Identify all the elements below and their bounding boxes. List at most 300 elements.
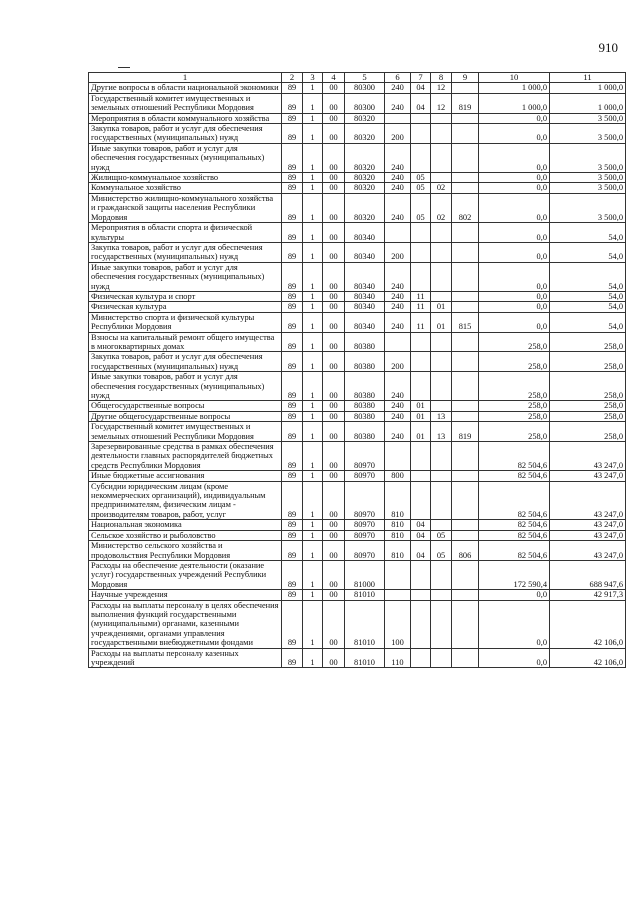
cell-prog: 00	[323, 560, 345, 589]
cell-rz	[411, 372, 431, 401]
cell-pr	[431, 560, 452, 589]
cell-year1: 0,0	[479, 312, 550, 332]
cell-target: 80970	[345, 471, 385, 481]
cell-vr: 240	[385, 183, 411, 193]
cell-target: 80340	[345, 302, 385, 312]
cell-sub: 1	[303, 481, 323, 520]
cell-name: Общегосударственные вопросы	[89, 401, 282, 411]
cell-prog: 00	[323, 173, 345, 183]
cell-rz	[411, 481, 431, 520]
cell-prog: 00	[323, 442, 345, 471]
cell-name: Зарезервированные средства в рамках обеспечения деятельности главных распорядителей бюджетных средств Республики Мордовия	[89, 442, 282, 471]
cell-vr: 240	[385, 422, 411, 442]
cell-pr: 12	[431, 83, 452, 93]
cell-pr	[431, 242, 452, 262]
cell-sub: 1	[303, 442, 323, 471]
cell-year1: 258,0	[479, 411, 550, 421]
cell-name: Расходы на выплаты персоналу казенных учреждений	[89, 648, 282, 668]
cell-year2: 54,0	[550, 242, 626, 262]
cell-year2: 258,0	[550, 401, 626, 411]
cell-rz: 11	[411, 302, 431, 312]
cell-pr: 13	[431, 422, 452, 442]
cell-grbs	[452, 332, 479, 352]
cell-cat: 89	[282, 530, 303, 540]
cell-cat: 89	[282, 124, 303, 144]
table-row	[89, 173, 626, 183]
cell-vr: 240	[385, 291, 411, 301]
table-row	[89, 143, 626, 172]
cell-name: Жилищно-коммунальное хозяйство	[89, 173, 282, 183]
cell-rz	[411, 143, 431, 172]
cell-prog: 00	[323, 302, 345, 312]
cell-target: 80340	[345, 242, 385, 262]
column-header-4: 4	[323, 73, 345, 83]
cell-target: 80380	[345, 422, 385, 442]
cell-sub: 1	[303, 83, 323, 93]
cell-target: 80380	[345, 411, 385, 421]
cell-year1: 258,0	[479, 401, 550, 411]
cell-year2: 258,0	[550, 352, 626, 372]
cell-sub: 1	[303, 262, 323, 291]
cell-target: 81000	[345, 560, 385, 589]
table-row	[89, 600, 626, 648]
cell-name: Взносы на капитальный ремонт общего имущества в многоквартирных домах	[89, 332, 282, 352]
table-row	[89, 481, 626, 520]
cell-prog: 00	[323, 291, 345, 301]
cell-cat: 89	[282, 262, 303, 291]
cell-sub: 1	[303, 113, 323, 123]
cell-rz	[411, 471, 431, 481]
cell-pr	[431, 113, 452, 123]
cell-grbs	[452, 530, 479, 540]
cell-target: 80380	[345, 401, 385, 411]
cell-prog: 00	[323, 541, 345, 561]
cell-rz: 05	[411, 183, 431, 193]
cell-pr	[431, 291, 452, 301]
cell-rz: 04	[411, 541, 431, 561]
cell-rz	[411, 442, 431, 471]
cell-prog: 00	[323, 93, 345, 113]
cell-year1: 82 504,6	[479, 541, 550, 561]
table-row	[89, 93, 626, 113]
column-header-1: 1	[89, 73, 282, 83]
cell-sub: 1	[303, 223, 323, 243]
cell-target: 80300	[345, 93, 385, 113]
page-number: 910	[598, 40, 618, 55]
table-row	[89, 262, 626, 291]
cell-cat: 89	[282, 242, 303, 262]
cell-year1: 258,0	[479, 422, 550, 442]
budget-table	[88, 72, 626, 668]
cell-target: 80320	[345, 193, 385, 222]
cell-prog: 00	[323, 332, 345, 352]
cell-pr	[431, 520, 452, 530]
cell-name: Расходы на обеспечение деятельности (оказание услуг) государственных учреждений Республики Мордовия	[89, 560, 282, 589]
cell-year1: 1 000,0	[479, 93, 550, 113]
cell-sub: 1	[303, 541, 323, 561]
cell-cat: 89	[282, 541, 303, 561]
cell-sub: 1	[303, 143, 323, 172]
cell-target: 80320	[345, 124, 385, 144]
cell-rz: 04	[411, 93, 431, 113]
cell-year1: 82 504,6	[479, 471, 550, 481]
cell-target: 80380	[345, 352, 385, 372]
cell-name: Министерство сельского хозяйства и продовольствия Республики Мордовия	[89, 541, 282, 561]
cell-sub: 1	[303, 471, 323, 481]
cell-year2: 43 247,0	[550, 541, 626, 561]
cell-name: Иные закупки товаров, работ и услуг для обеспечения государственных (муниципальных) нужд	[89, 372, 282, 401]
cell-vr: 240	[385, 173, 411, 183]
cell-year1: 0,0	[479, 242, 550, 262]
cell-cat: 89	[282, 600, 303, 648]
cell-prog: 00	[323, 520, 345, 530]
cell-year2: 42 106,0	[550, 648, 626, 668]
cell-grbs	[452, 520, 479, 530]
cell-name: Физическая культура и спорт	[89, 291, 282, 301]
cell-pr	[431, 352, 452, 372]
cell-cat: 89	[282, 173, 303, 183]
cell-vr: 240	[385, 411, 411, 421]
cell-grbs	[452, 113, 479, 123]
cell-target: 80320	[345, 183, 385, 193]
cell-name: Другие общегосударственные вопросы	[89, 411, 282, 421]
cell-name: Министерство спорта и физической культуры Республики Мордовия	[89, 312, 282, 332]
cell-grbs	[452, 471, 479, 481]
cell-year1: 172 590,4	[479, 560, 550, 589]
table-row	[89, 541, 626, 561]
cell-year2: 42 106,0	[550, 600, 626, 648]
cell-sub: 1	[303, 600, 323, 648]
cell-name: Закупка товаров, работ и услуг для обеспечения государственных (муниципальных) нужд	[89, 124, 282, 144]
table-body	[89, 73, 626, 668]
cell-name: Иные закупки товаров, работ и услуг для обеспечения государственных (муниципальных) нужд	[89, 143, 282, 172]
cell-rz	[411, 648, 431, 668]
cell-cat: 89	[282, 291, 303, 301]
cell-grbs	[452, 83, 479, 93]
cell-cat: 89	[282, 143, 303, 172]
cell-pr	[431, 124, 452, 144]
cell-grbs	[452, 590, 479, 600]
cell-name: Расходы на выплаты персоналу в целях обеспечения выполнения функций государственными (муниципальными) органами, казенными учреждениями, органами управления государственными внебюджетными фондами	[89, 600, 282, 648]
cell-rz	[411, 600, 431, 648]
cell-vr: 240	[385, 83, 411, 93]
cell-year2: 54,0	[550, 291, 626, 301]
cell-sub: 1	[303, 560, 323, 589]
cell-name: Национальная экономика	[89, 520, 282, 530]
cell-cat: 89	[282, 422, 303, 442]
table-row	[89, 242, 626, 262]
cell-rz	[411, 262, 431, 291]
cell-name: Субсидии юридическим лицам (кроме некоммерческих организаций), индивидуальным предпринимателям, физическим лицам - производителям товаров, работ, услуг	[89, 481, 282, 520]
cell-target: 80340	[345, 262, 385, 291]
cell-vr	[385, 590, 411, 600]
cell-pr: 13	[431, 411, 452, 421]
cell-cat: 89	[282, 193, 303, 222]
cell-rz: 11	[411, 291, 431, 301]
cell-pr	[431, 600, 452, 648]
cell-target: 80320	[345, 143, 385, 172]
cell-year1: 258,0	[479, 352, 550, 372]
cell-target: 80970	[345, 541, 385, 561]
column-header-11: 11	[550, 73, 626, 83]
cell-year1: 82 504,6	[479, 442, 550, 471]
cell-rz	[411, 113, 431, 123]
cell-sub: 1	[303, 124, 323, 144]
cell-year1: 0,0	[479, 124, 550, 144]
column-header-5: 5	[345, 73, 385, 83]
cell-year1: 0,0	[479, 590, 550, 600]
cell-year2: 1 000,0	[550, 83, 626, 93]
cell-prog: 00	[323, 113, 345, 123]
cell-pr	[431, 262, 452, 291]
cell-cat: 89	[282, 83, 303, 93]
cell-pr	[431, 481, 452, 520]
cell-pr: 02	[431, 183, 452, 193]
cell-prog: 00	[323, 600, 345, 648]
cell-grbs: 815	[452, 312, 479, 332]
table-row	[89, 113, 626, 123]
cell-sub: 1	[303, 193, 323, 222]
cell-year2: 54,0	[550, 312, 626, 332]
cell-prog: 00	[323, 312, 345, 332]
cell-pr	[431, 173, 452, 183]
cell-grbs	[452, 223, 479, 243]
table-row	[89, 648, 626, 668]
cell-year1: 0,0	[479, 113, 550, 123]
cell-grbs	[452, 143, 479, 172]
cell-cat: 89	[282, 113, 303, 123]
table-row	[89, 83, 626, 93]
cell-vr: 810	[385, 520, 411, 530]
cell-year2: 1 000,0	[550, 93, 626, 113]
table-row	[89, 530, 626, 540]
cell-vr: 810	[385, 481, 411, 520]
cell-rz: 01	[411, 411, 431, 421]
table-row	[89, 183, 626, 193]
cell-cat: 89	[282, 442, 303, 471]
cell-pr: 12	[431, 93, 452, 113]
cell-sub: 1	[303, 332, 323, 352]
cell-pr	[431, 332, 452, 352]
cell-year1: 0,0	[479, 183, 550, 193]
cell-rz	[411, 590, 431, 600]
cell-grbs: 819	[452, 422, 479, 442]
cell-year1: 82 504,6	[479, 520, 550, 530]
cell-vr: 240	[385, 143, 411, 172]
cell-year1: 0,0	[479, 193, 550, 222]
cell-year2: 43 247,0	[550, 530, 626, 540]
cell-target: 81010	[345, 590, 385, 600]
cell-sub: 1	[303, 312, 323, 332]
cell-rz	[411, 242, 431, 262]
cell-name: Физическая культура	[89, 302, 282, 312]
cell-target: 80970	[345, 442, 385, 471]
cell-grbs	[452, 560, 479, 589]
cell-cat: 89	[282, 352, 303, 372]
table-row	[89, 442, 626, 471]
cell-year2: 43 247,0	[550, 481, 626, 520]
cell-vr: 100	[385, 600, 411, 648]
cell-target: 81010	[345, 648, 385, 668]
cell-sub: 1	[303, 291, 323, 301]
cell-vr	[385, 442, 411, 471]
cell-pr	[431, 143, 452, 172]
cell-pr: 05	[431, 530, 452, 540]
cell-rz: 04	[411, 520, 431, 530]
cell-year2: 3 500,0	[550, 143, 626, 172]
cell-vr	[385, 223, 411, 243]
cell-sub: 1	[303, 401, 323, 411]
table-row	[89, 560, 626, 589]
cell-target: 80320	[345, 173, 385, 183]
cell-rz	[411, 223, 431, 243]
cell-cat: 89	[282, 312, 303, 332]
cell-pr: 01	[431, 302, 452, 312]
cell-grbs	[452, 302, 479, 312]
cell-target: 80970	[345, 481, 385, 520]
header-row	[89, 73, 626, 83]
cell-sub: 1	[303, 648, 323, 668]
cell-name: Мероприятия в области коммунального хозяйства	[89, 113, 282, 123]
cell-pr	[431, 442, 452, 471]
cell-year1: 0,0	[479, 302, 550, 312]
cell-vr: 810	[385, 541, 411, 561]
cell-year2: 258,0	[550, 332, 626, 352]
cell-year1: 82 504,6	[479, 481, 550, 520]
cell-vr: 240	[385, 193, 411, 222]
cell-year2: 3 500,0	[550, 173, 626, 183]
column-header-3: 3	[303, 73, 323, 83]
cell-prog: 00	[323, 648, 345, 668]
cell-vr: 240	[385, 401, 411, 411]
cell-name: Научные учреждения	[89, 590, 282, 600]
cell-name: Иные закупки товаров, работ и услуг для обеспечения государственных (муниципальных) нужд	[89, 262, 282, 291]
cell-cat: 89	[282, 590, 303, 600]
cell-name: Мероприятия в области спорта и физической культуры	[89, 223, 282, 243]
cell-rz	[411, 560, 431, 589]
table-row	[89, 401, 626, 411]
cell-year2: 688 947,6	[550, 560, 626, 589]
cell-prog: 00	[323, 481, 345, 520]
cell-prog: 00	[323, 352, 345, 372]
cell-pr	[431, 372, 452, 401]
cell-pr	[431, 401, 452, 411]
cell-sub: 1	[303, 411, 323, 421]
cell-year1: 0,0	[479, 223, 550, 243]
cell-prog: 00	[323, 83, 345, 93]
cell-prog: 00	[323, 372, 345, 401]
cell-year2: 54,0	[550, 223, 626, 243]
cell-year1: 0,0	[479, 291, 550, 301]
cell-target: 80320	[345, 113, 385, 123]
cell-name: Государственный комитет имущественных и земельных отношений Республики Мордовия	[89, 422, 282, 442]
cell-pr: 01	[431, 312, 452, 332]
cell-prog: 00	[323, 143, 345, 172]
table-row	[89, 352, 626, 372]
cell-year1: 1 000,0	[479, 83, 550, 93]
cell-grbs	[452, 352, 479, 372]
cell-name: Закупка товаров, работ и услуг для обеспечения государственных (муниципальных) нужд	[89, 352, 282, 372]
column-header-6: 6	[385, 73, 411, 83]
cell-target: 80300	[345, 83, 385, 93]
table-row	[89, 124, 626, 144]
cell-cat: 89	[282, 372, 303, 401]
cell-prog: 00	[323, 471, 345, 481]
cell-target: 80970	[345, 530, 385, 540]
cell-cat: 89	[282, 401, 303, 411]
cell-cat: 89	[282, 302, 303, 312]
table-row	[89, 590, 626, 600]
cell-prog: 00	[323, 223, 345, 243]
table-row	[89, 520, 626, 530]
cell-year2: 43 247,0	[550, 471, 626, 481]
cell-sub: 1	[303, 590, 323, 600]
cell-cat: 89	[282, 481, 303, 520]
cell-target: 81010	[345, 600, 385, 648]
cell-sub: 1	[303, 93, 323, 113]
cell-grbs	[452, 173, 479, 183]
cell-vr: 240	[385, 372, 411, 401]
cell-vr: 240	[385, 302, 411, 312]
cell-name: Иные бюджетные ассигнования	[89, 471, 282, 481]
cell-grbs	[452, 242, 479, 262]
cell-cat: 89	[282, 471, 303, 481]
cell-year1: 0,0	[479, 143, 550, 172]
cell-cat: 89	[282, 183, 303, 193]
cell-grbs	[452, 262, 479, 291]
cell-pr	[431, 648, 452, 668]
cell-vr	[385, 560, 411, 589]
cell-year2: 42 917,3	[550, 590, 626, 600]
cell-vr	[385, 113, 411, 123]
cell-rz: 04	[411, 530, 431, 540]
cell-sub: 1	[303, 520, 323, 530]
cell-year1: 0,0	[479, 173, 550, 183]
cell-prog: 00	[323, 411, 345, 421]
cell-year2: 43 247,0	[550, 442, 626, 471]
cell-vr: 240	[385, 312, 411, 332]
cell-year2: 54,0	[550, 302, 626, 312]
cell-rz: 01	[411, 422, 431, 442]
cell-grbs	[452, 600, 479, 648]
cell-year1: 82 504,6	[479, 530, 550, 540]
cell-rz: 04	[411, 83, 431, 93]
table-row	[89, 302, 626, 312]
cell-vr: 110	[385, 648, 411, 668]
cell-grbs	[452, 442, 479, 471]
cell-sub: 1	[303, 352, 323, 372]
column-header-9: 9	[452, 73, 479, 83]
cell-grbs	[452, 183, 479, 193]
cell-year2: 54,0	[550, 262, 626, 291]
cell-target: 80970	[345, 520, 385, 530]
cell-prog: 00	[323, 530, 345, 540]
cell-pr	[431, 590, 452, 600]
cell-sub: 1	[303, 302, 323, 312]
cell-grbs	[452, 124, 479, 144]
cell-target: 80340	[345, 312, 385, 332]
cell-grbs	[452, 648, 479, 668]
cell-sub: 1	[303, 242, 323, 262]
cell-vr: 240	[385, 93, 411, 113]
cell-rz	[411, 352, 431, 372]
cell-vr: 800	[385, 471, 411, 481]
cell-name: Другие вопросы в области национальной экономики	[89, 83, 282, 93]
cell-year1: 0,0	[479, 648, 550, 668]
cell-grbs	[452, 291, 479, 301]
table-row	[89, 332, 626, 352]
cell-rz	[411, 332, 431, 352]
